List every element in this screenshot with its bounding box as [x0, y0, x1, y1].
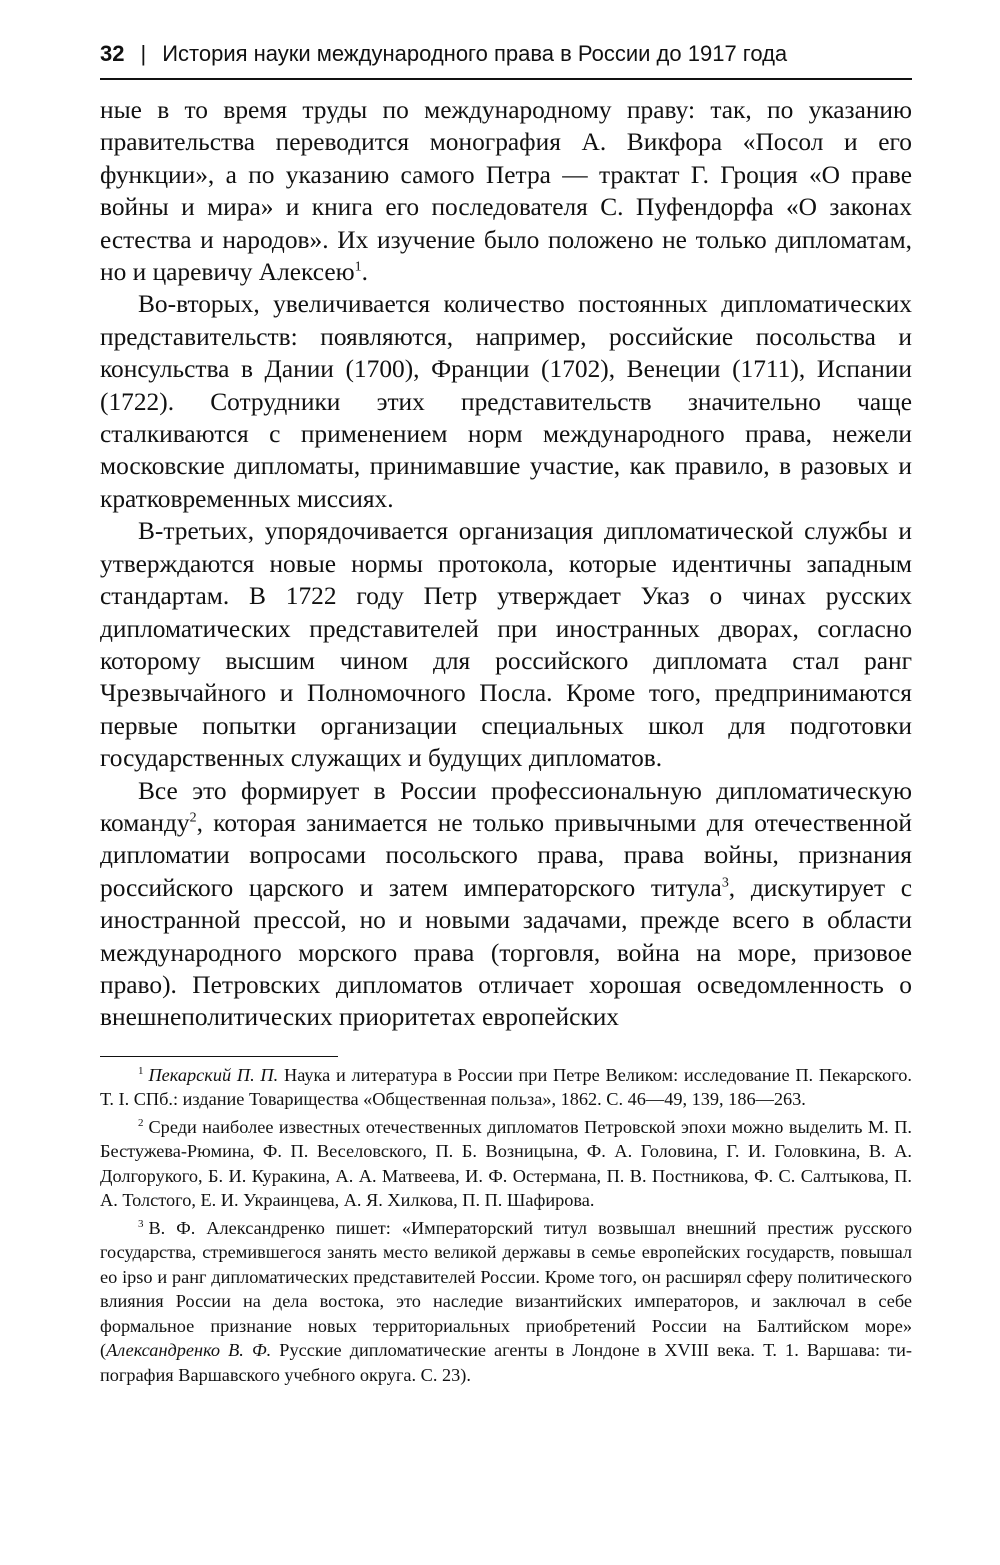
- page-number: 32: [100, 41, 125, 66]
- paragraph-4-text-a: Все это формирует в России профессиональную дипломатическую команду: [100, 776, 912, 837]
- footnote-3-author: Александренко В. Ф.: [106, 1340, 272, 1361]
- footnote-3-mark: 3: [138, 1217, 144, 1230]
- footnote-divider: [100, 1056, 338, 1057]
- paragraph-1: [100, 94, 912, 288]
- footnotes: [100, 1063, 912, 1388]
- main-text: [100, 94, 912, 1034]
- footnote-3: [100, 1216, 912, 1388]
- paragraph-4: [100, 775, 912, 1034]
- paragraph-2: Во-вторых, увеличивается количество постоянных дипломатических представительств: появляются, например, российские посольства и консульства в Дании (1700), Франции (1702), Венеции (1711), Испании (1722). Сотрудники этих представительств значительно чаще сталкиваются с применением норм международного права, нежели московские дипломаты, принимавшие участие, как правило, в разовых и кратковременных миссиях.: [100, 290, 912, 513]
- footnote-3-text-b: Русские дипломатические агенты в Лондоне в XVIII века. Т. 1. Варшава: типография Варшавского учебного округа. С. 23).: [100, 1340, 912, 1385]
- footnote-3-text-a: В. Ф. Александренко пишет: «Императорский титул возвышал внешний престиж русского государства, стремившегося занять место великой державы в семье европейских государств, повышал ео ipso и ранг дипломатических представителей России. Кроме того, он расширял сферу политического влияния России на дела востока, это наследие византийских императоров, и заключал в себе формальное признание новых территориальных приобретений России на Балтийском море» (: [100, 1217, 912, 1361]
- paragraph-3: В-третьих, упорядочивается организация дипломатической службы и утверждаются новые нормы протокола, которые идентичны западным стандартам. В 1722 году Петр утверждает Указ о чинах русских дипломатических представителей при иностранных дворах, согласно которому высшим чином для российского дипломата стал ранг Чрезвычайного и Полномочного Посла. Кроме того, предпринимаются первые попытки организации специальных школ для подготовки государственных служащих и будущих дипломатов.: [100, 517, 912, 773]
- footnote-ref-1: 1: [354, 259, 362, 275]
- running-title: История науки международного права в России до 1917 года: [162, 41, 788, 66]
- footnote-2-mark: 2: [138, 1116, 144, 1129]
- footnote-1-text: Наука и литература в России при Петре Великом: исследование П. Пекарского. Т. I. СПб.: издание Товарищества «Общественная польза», 1862. С. 46—49, 139, 186—263.: [100, 1064, 913, 1110]
- footnote-1-author: Пекарский П. П.: [148, 1064, 279, 1085]
- footnote-2-text: Среди наиболее известных отечественных дипломатов Петровской эпохи можно выделить М. П. Бестужева-Рюмина, Ф. П. Веселовского, П. Б. Возницына, Ф. А. Головина, Г. И. Головкина, В. А. Долгорукого, Б. И. Куракина, А. А. Матвеева, И. Ф. Остермана, П. В. Постникова, Ф. С. Салтыкова, П. А. Толстого, Е. И. Украинцева, А. Я. Хилкова, П. П. Шафирова.: [100, 1116, 912, 1211]
- paragraph-1-text: ные в то время труды по международному праву: так, по указанию правительства переводится монография А. Викфора «Посол и его функции», а по указанию самого Петра — трактат Г. Гроция «О праве войны и мира» и книга его последователя С. Пуфендорфа «О законах естества и народов». Их изучение было положено не только дипломатам, но и царевичу Алексею: [100, 96, 912, 287]
- paragraph-1-end: .: [361, 258, 368, 287]
- footnote-ref-2: 2: [189, 810, 197, 826]
- paragraph-4-text-c: , дискутирует с иностранной прессой, но и новыми задачами, прежде всего в области международного морского права (торговля, война на море, призовое право). Петровских дипломатов отличает хорошая осведомленность о внешнеполитических приоритетах европейских: [100, 873, 913, 1032]
- book-page: [100, 40, 912, 1390]
- footnote-2: [100, 1115, 912, 1213]
- running-header: [100, 40, 912, 80]
- paragraph-4-text-b: , которая занимается не только привычными для отечественной дипломатии вопросами посольского права, права войны, признания российского царского и затем императорского титула: [100, 808, 912, 902]
- footnote-ref-3: 3: [721, 875, 729, 891]
- footnote-1-mark: 1: [138, 1064, 144, 1077]
- header-separator: |: [140, 41, 147, 66]
- footnote-1: [100, 1063, 912, 1112]
